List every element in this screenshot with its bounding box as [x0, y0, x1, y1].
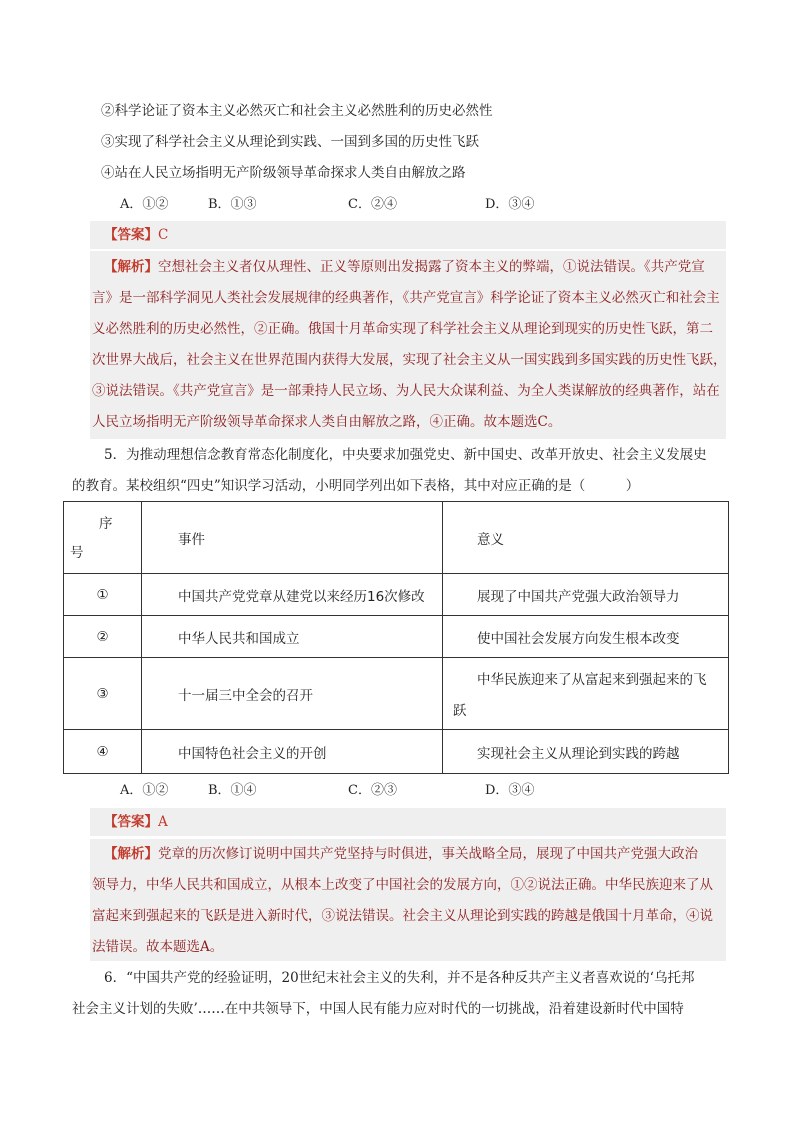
row-meaning: 中华民族迎来了从富起来到强起来的飞跃: [443, 658, 729, 730]
q4-options: [120, 195, 620, 215]
q4-statement-2: ②科学论证了资本主义必然灭亡和社会主义必然胜利的历史必然性: [101, 103, 493, 119]
table-header-row: [64, 502, 729, 574]
q5-option-a: A．①②: [120, 783, 169, 798]
table-row: [64, 658, 729, 730]
row-number: ③: [64, 658, 142, 730]
q5-answer: 【答案】A: [104, 814, 168, 830]
history-table: [63, 501, 729, 774]
row-meaning: 使中国社会发展方向发生根本改变: [443, 616, 729, 658]
q5-options: [120, 781, 620, 801]
row-number: ④: [64, 730, 142, 774]
q4-option-a: A．①②: [120, 197, 169, 212]
q4-option-c: C．②④: [348, 197, 397, 212]
q5-option-d: D．③④: [485, 783, 535, 798]
header-meaning: 意义: [443, 502, 729, 574]
row-number: ①: [64, 574, 142, 616]
q4-statement-3: ③实现了科学社会主义从理论到实践、一国到多国的历史性飞跃: [101, 134, 479, 150]
q4-statement-4: ④站在人民立场指明无产阶级领导革命探求人类自由解放之路: [101, 165, 466, 181]
row-event: 十一届三中全会的召开: [142, 658, 443, 730]
table-row: [64, 616, 729, 658]
q5-analysis-line-1: 【解析】党章的历次修订说明中国共产党坚持与时俱进，事关战略全局，展现了中国共产党强大政治: [104, 846, 698, 862]
q4-analysis-line-4: 次世界大战后，社会主义在世界范围内获得大发展，实现了社会主义从一国实践到多国实践的历史性飞跃，: [92, 352, 727, 368]
q4-option-b: B．①③: [208, 197, 257, 212]
row-meaning: 展现了中国共产党强大政治领导力: [443, 574, 729, 616]
q5-analysis-line-4: 法错误。故本题选A。: [92, 939, 224, 955]
q4-analysis-line-2: 言》是一部科学洞见人类社会发展规律的经典著作，《共产党宣言》科学论证了资本主义必然灭亡和社会主: [92, 290, 720, 306]
q4-analysis-line-5: ③说法错误。《共产党宣言》是一部秉持人民立场、为人民大众谋利益、为全人类谋解放的经典著作，站在: [92, 383, 720, 399]
q4-option-d: D．③④: [485, 197, 535, 212]
q6-stem-line-1: 6．“中国共产党的经验证明，20世纪末社会主义的失利，并不是各种反共产主义者喜欢说的‘乌托邦: [104, 970, 695, 986]
table-row: [64, 730, 729, 774]
q5-analysis-line-3: 富起来到强起来的飞跃是进入新时代，③说法错误。社会主义从理论到实践的跨越是俄国十月革命，④说: [92, 908, 713, 924]
q4-analysis-line-6: 人民立场指明无产阶级领导革命探求人类自由解放之路，④正确。故本题选C。: [92, 414, 562, 430]
q5-stem-line-2: 的教育。某校组织“四史”知识学习活动，小明同学列出如下表格，其中对应正确的是（ ）: [72, 478, 640, 494]
row-event: 中国共产党党章从建党以来经历16次修改: [142, 574, 443, 616]
q5-analysis-line-2: 领导力，中华人民共和国成立，从根本上改变了中国社会的发展方向，①②说法正确。中华民族迎来了从: [92, 877, 713, 893]
row-event: 中国特色社会主义的开创: [142, 730, 443, 774]
header-number: 序 号: [64, 502, 142, 574]
q5-option-b: B．①④: [208, 783, 257, 798]
q4-analysis-box: [90, 251, 726, 439]
q5-answer-box: [90, 808, 726, 836]
q4-analysis-line-1: 【解析】空想社会主义者仅从理性、正义等原则出发揭露了资本主义的弊端，①说法错误。《共产党宣: [104, 259, 705, 275]
q4-answer: 【答案】C: [104, 227, 169, 243]
table-row: [64, 574, 729, 616]
q6-stem-line-2: 社会主义计划的失败’……在中共领导下，中国人民有能力应对时代的一切挑战，沿着建设新时代中国特: [72, 1001, 684, 1017]
row-meaning: 实现社会主义从理论到实践的跨越: [443, 730, 729, 774]
row-event: 中华人民共和国成立: [142, 616, 443, 658]
q5-stem-line-1: 5．为推动理想信念教育常态化制度化，中央要求加强党史、新中国史、改革开放史、社会主义发展史: [104, 447, 707, 463]
row-number: ②: [64, 616, 142, 658]
header-event: 事件: [142, 502, 443, 574]
q5-option-c: C．②③: [348, 783, 397, 798]
q4-answer-box: [90, 221, 726, 249]
q4-analysis-line-3: 义必然胜利的历史必然性，②正确。俄国十月革命实现了科学社会主义从理论到现实的历史性飞跃，第二: [92, 321, 713, 337]
